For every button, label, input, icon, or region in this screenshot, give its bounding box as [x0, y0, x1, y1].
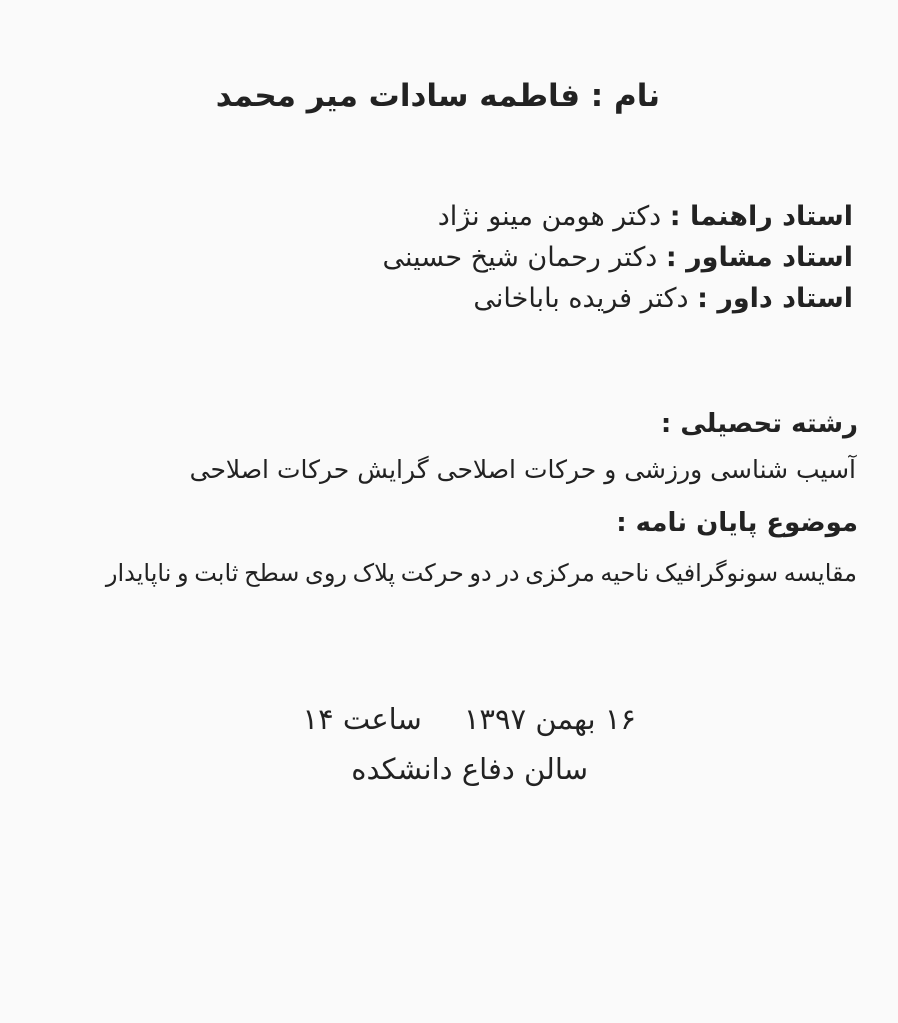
advisor-row-referee: [382, 278, 853, 319]
field-of-study-value: آسیب شناسی ورزشی و حرکات اصلاحی گرایش حرکات اصلاحی: [189, 455, 856, 484]
advisor-role: استاد راهنما :: [669, 201, 853, 232]
defense-date: ۱۶ بهمن ۱۳۹۷: [463, 702, 636, 736]
student-name: فاطمه سادات میر محمد: [215, 78, 580, 114]
advisor-name: دکتر فریده باباخانی: [473, 283, 689, 314]
advisor-name: دکتر هومن مینو نژاد: [437, 201, 662, 232]
thesis-topic-label: موضوع پایان نامه :: [616, 508, 858, 538]
advisors-list: [382, 196, 853, 319]
advisor-row-supervisor: [382, 196, 853, 237]
advisor-role: استاد داور :: [697, 283, 853, 314]
advisor-name: دکتر رحمان شیخ حسینی: [382, 242, 658, 273]
defense-date-line: [303, 702, 636, 736]
advisor-row-consultant: [382, 237, 853, 278]
student-name-line: [216, 78, 660, 114]
advisor-role: استاد مشاور :: [665, 242, 853, 273]
defense-venue: سالن دفاع دانشکده: [351, 752, 588, 786]
defense-time: ساعت ۱۴: [302, 702, 422, 736]
thesis-topic-value: مقایسه سونوگرافیک ناحیه مرکزی در دو حرکت پلاک روی سطح ثابت و ناپایدار: [105, 559, 857, 587]
student-name-label: نام :: [590, 78, 660, 114]
field-of-study-label: رشته تحصیلی :: [660, 409, 858, 439]
